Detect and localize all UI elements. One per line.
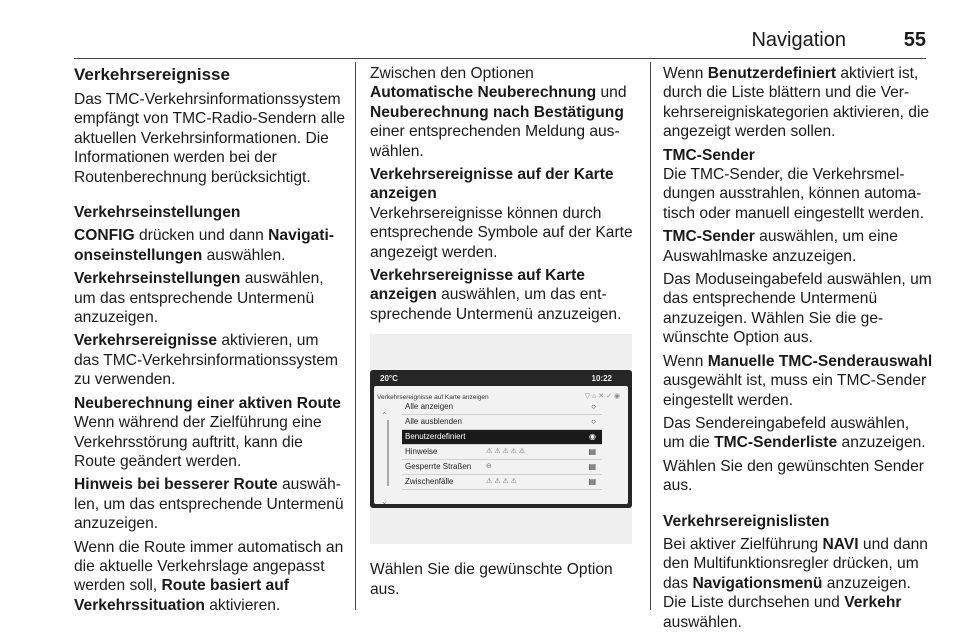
paragraph-tmc-sender: TMC-Sender auswählen, um eine Auswahlmaske anzuzeigen. xyxy=(663,228,898,265)
radio-icon: ○ xyxy=(591,402,596,412)
header-rule xyxy=(74,58,926,59)
paragraph-karte-heading: Verkehrsereignisse auf der Karte anzeigen Verkehrsereignisse können durch entsprechende Symbole auf der Karte angezeigt werden. xyxy=(370,166,633,261)
edit-list-icon: ▤ xyxy=(588,447,596,457)
column-divider-2 xyxy=(650,62,651,610)
intro-paragraph: Das TMC-Verkehrsinformationssystem empfängt von TMC-Radio-Sendern alle aktuellen Verkehrsinformationen. Die Informationen werden bei der Routenberechnung berücksichtigt. xyxy=(74,91,346,186)
paragraph-option-waehlen: Wählen Sie die gewünschte Option aus. xyxy=(370,561,613,598)
column-1 xyxy=(74,64,346,619)
section-title: Navigation xyxy=(751,29,846,51)
chevron-down-icon[interactable]: ⌄ xyxy=(381,497,388,507)
paragraph-manuelle-tmc: Wenn Manuelle TMC-Senderauswahl ausgewählt ist, muss ein TMC-Sender eingestellt werden. xyxy=(663,352,933,409)
page-header xyxy=(74,26,926,56)
paragraph-neuberechnung: Neuberechnung einer aktiven Route Wenn während der Zielführung eine Verkehrsstörung auftritt, kann die Route geändert werden. xyxy=(74,394,341,470)
subheading-verkehrseinstellungen: Verkehrseinstellungen xyxy=(74,204,241,222)
paragraph-sendereingabefeld: Das Sendereingabefeld auswählen, um die TMC-Senderliste anzuzeigen. xyxy=(663,414,926,452)
paragraph-benutzerdefiniert: Wenn Benutzerdefiniert aktiviert ist, durch die Liste blättern und die Verkehrsereigniskategorien aktivieren, die angezeigt werden sollen. xyxy=(663,65,930,141)
option-list xyxy=(402,400,602,490)
infotainment-screen xyxy=(370,370,632,508)
chevron-up-icon[interactable]: ⌃ xyxy=(381,411,388,421)
edit-list-icon: ▤ xyxy=(588,462,596,472)
clock-readout: 10:22 xyxy=(591,374,612,384)
list-item-gesperrte-strassen[interactable]: Gesperrte Straßen ⊖ ▤ xyxy=(402,460,602,475)
menu-panel xyxy=(374,386,628,507)
list-item-hinweise[interactable]: Hinweise ⚠ ⚠ ⚠ ⚠ ⚠ ▤ xyxy=(402,445,602,460)
temperature-readout: 20°C xyxy=(380,374,398,384)
scrollbar[interactable] xyxy=(381,406,395,506)
list-item-alle-anzeigen[interactable]: Alle anzeigen ○ xyxy=(402,400,602,415)
paragraph-sender-waehlen: Wählen Sie den gewünschten Sender aus. xyxy=(663,457,924,495)
menu-title: Verkehrsereignisse auf Karte anzeigen xyxy=(377,394,489,402)
paragraph-moduseingabefeld: Das Moduseingabefeld auswählen, um das entsprechende Untermenü anzuzeigen. Wählen Sie die gewünschte Option aus. xyxy=(663,271,932,347)
page-number: 55 xyxy=(903,29,926,51)
list-item-benutzerdefiniert[interactable]: Benutzerdefiniert ◉ xyxy=(402,430,602,445)
subheading-verkehrsereignislisten: Verkehrsereignislisten xyxy=(663,512,830,530)
incident-icons: ⚠ ⚠ ⚠ ⚠ xyxy=(486,478,517,486)
column-2 xyxy=(370,64,638,603)
status-icons: ▽ ⌂ ✕ ✓ ◉ xyxy=(584,393,620,401)
paragraph-config: CONFIG drücken und dann Navigationseinstellungen auswählen. xyxy=(74,227,335,264)
paragraph-optionen: Zwischen den Optionen Automatische Neuberechnung und Neuberechnung nach Bestätigung einer entsprechenden Meldung auswählen. xyxy=(370,65,627,160)
paragraph-route-automatisch: Wenn die Route immer automatisch an die aktuelle Verkehrslage angepasst werden soll, Route basiert auf Verkehrssituation aktivieren. xyxy=(74,538,344,614)
paragraph-tmc-sender-heading: TMC-Sender Die TMC-Sender, die Verkehrsmeldungen ausstrahlen, können automatisch oder manuell eingestellt werden. xyxy=(663,146,924,222)
scroll-track xyxy=(387,420,389,486)
traffic-sign-icons: ⚠ ⚠ ⚠ ⚠ ⚠ xyxy=(486,448,526,456)
paragraph-hinweis: Hinweis bei besserer Route auswählen, um das entsprechende Untermenü anzuzeigen. xyxy=(74,476,344,533)
list-item-zwischenfaelle[interactable]: Zwischenfälle ⚠ ⚠ ⚠ ⚠ ▤ xyxy=(402,475,602,490)
paragraph-verkehrsereignisse: Verkehrsereignisse aktivieren, um das TMC-Verkehrsinformationssystem zu verwenden. xyxy=(74,332,339,389)
screenshot-figure xyxy=(370,334,632,544)
radio-icon: ○ xyxy=(591,417,596,427)
status-bar xyxy=(374,373,628,384)
radio-selected-icon: ◉ xyxy=(589,432,596,442)
section-heading: Verkehrsereignisse xyxy=(74,65,230,84)
edit-list-icon: ▤ xyxy=(588,477,596,487)
column-3 xyxy=(663,64,935,636)
list-item-alle-ausblenden[interactable]: Alle ausblenden ○ xyxy=(402,415,602,430)
paragraph-verkehrseinstellungen: Verkehrseinstellungen auswählen, um das entsprechende Untermenü anzuzeigen. xyxy=(74,270,324,327)
column-divider-1 xyxy=(355,62,356,610)
paragraph-karte-anzeigen: Verkehrsereignisse auf Karte anzeigen auswählen, um das entsprechende Untermenü anzuzeigen. xyxy=(370,267,622,323)
paragraph-zielfuehrung: Bei aktiver Zielführung NAVI und dann den Multifunktionsregler drücken, um das Navigationsmenü anzuzeigen. Die Liste durchsehen und Verkehr auswählen. xyxy=(663,535,928,631)
road-closed-icon: ⊖ xyxy=(486,463,492,471)
